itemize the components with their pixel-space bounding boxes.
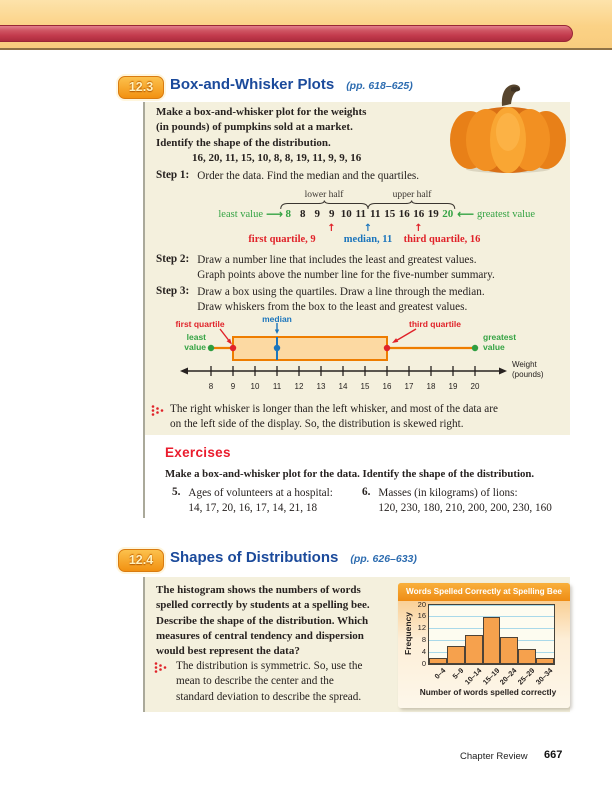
exercise-5-data: 14, 17, 20, 16, 17, 14, 21, 18 <box>188 502 318 515</box>
boxplot-shape: 12 <box>294 382 304 391</box>
median-callout: median <box>262 314 292 324</box>
histogram-bar <box>465 635 483 665</box>
histogram-x-axis-label: Number of words spelled correctly <box>419 687 557 697</box>
y-tick-label: 4 <box>421 646 426 656</box>
ordered-value: 10 <box>340 208 352 220</box>
lower-half-label: lower half <box>304 190 344 200</box>
boxplot-shape: 14 <box>338 382 348 391</box>
section-12-3-title: Box-and-Whisker Plots <box>170 76 335 93</box>
boxplot-point <box>384 345 390 351</box>
histogram-card <box>398 583 570 708</box>
problem-line: Describe the shape of the distribution. Which <box>156 614 369 627</box>
problem-line: Identify the shape of the distribution. <box>156 136 331 149</box>
conclusion-note <box>170 402 498 433</box>
conclusion-line: on the left side of the display. So, the distribution is skewed right. <box>170 418 464 431</box>
ordered-value: 19 <box>427 208 439 220</box>
exercise-6-data: 120, 230, 180, 210, 200, 200, 230, 160 <box>378 502 552 515</box>
x-category-label: 15–19 <box>480 666 501 687</box>
x-category-label: 20–24 <box>498 666 519 687</box>
boxplot-point <box>274 345 280 351</box>
data-set-line: 16, 20, 11, 15, 10, 8, 8, 19, 11, 9, 9, 16 <box>192 152 362 164</box>
histogram-bar <box>483 617 501 664</box>
boxplot-shape: 17 <box>404 382 414 391</box>
step-3-line: Draw a box using the quartiles. Draw a line through the median. <box>197 286 485 298</box>
step-2-line: Draw a number line that includes the least and greatest values. <box>197 254 477 266</box>
boxplot-point <box>208 345 214 351</box>
boxplot-shape: 18 <box>426 382 436 391</box>
problem-line: measures of central tendency and dispersion <box>156 629 364 642</box>
problem-statement-12-4 <box>156 583 370 659</box>
ordered-value: 16 <box>413 208 425 220</box>
boxplot-shape: 20 <box>470 382 480 391</box>
answer-line: mean to describe the center and the <box>176 675 334 688</box>
histogram-bar <box>429 658 447 664</box>
problem-statement-12-3 <box>156 105 366 151</box>
section-12-3-header <box>170 76 413 93</box>
greatest-callout-line: greatest <box>483 332 517 342</box>
step-2-label: Step 2: <box>156 253 190 265</box>
step-2-line: Graph points above the number line for the five-number summary. <box>197 269 495 282</box>
histogram-plot-area <box>428 604 555 665</box>
answer-dots-icon <box>151 404 164 417</box>
axis-title-line: (pounds) <box>512 370 544 379</box>
answer-line: The distribution is symmetric. So, use the <box>176 660 363 672</box>
problem-line: Make a box-and-whisker plot for the weights <box>156 106 367 118</box>
section-12-4-header <box>170 549 417 566</box>
histogram-bar <box>500 637 518 664</box>
exercise-6-text: Masses (in kilograms) of lions: <box>378 487 518 499</box>
x-category-label: 0–4 <box>432 666 448 681</box>
step-1-label: Step 1: <box>156 169 190 181</box>
axis-title <box>512 360 544 380</box>
problem-line: would best represent the data? <box>156 645 300 658</box>
ordered-value: 8 <box>285 208 291 220</box>
step-3 <box>156 285 485 316</box>
exercise-6 <box>362 486 552 517</box>
top-decorative-band <box>0 0 612 50</box>
least-value-callout <box>144 332 206 352</box>
median-arrow-icon: ↑ <box>363 223 373 234</box>
right-arrow-icon: ⟶ <box>266 207 284 221</box>
problem-line: The histogram shows the numbers of words <box>156 584 361 596</box>
boxplot-point <box>472 345 478 351</box>
first-quartile-callout: first quartile <box>175 319 225 329</box>
y-tick-label: 8 <box>421 634 426 644</box>
step-2 <box>156 253 495 284</box>
ordered-value: 20 <box>442 208 454 220</box>
step-1-text: Order the data. Find the median and the quartiles. <box>197 170 420 182</box>
histogram-bar <box>536 658 554 664</box>
boxplot-shape: 16 <box>382 382 392 391</box>
first-quartile-value-label: first quartile, 9 <box>248 234 316 245</box>
boxplot-shape: 15 <box>360 382 370 391</box>
boxplot-shape: 8 <box>208 382 214 391</box>
boxplot-shape: 10 <box>250 382 260 391</box>
greatest-value-callout <box>483 332 516 352</box>
pumpkin-image <box>448 82 568 174</box>
ordered-value: 9 <box>329 208 335 220</box>
section-badge-12-4: 12.4 <box>118 549 164 572</box>
median-value-label: median, 11 <box>343 234 393 245</box>
box-and-whisker-diagram <box>144 316 574 398</box>
histogram-bar <box>518 649 536 664</box>
y-tick-label: 16 <box>417 611 426 621</box>
greatest-value-label: greatest value <box>477 209 536 220</box>
third-quartile-arrow-icon: ↑ <box>414 223 423 234</box>
left-arrow-icon: ⟵ <box>457 207 475 221</box>
problem-line: (in pounds) of pumpkins sold at a market. <box>156 121 353 134</box>
step-1 <box>156 169 419 184</box>
step-3-label: Step 3: <box>156 285 190 297</box>
exercise-5 <box>172 486 333 517</box>
boxplot-point <box>230 345 236 351</box>
section-12-4-rule <box>143 577 145 712</box>
least-value-label: least value <box>218 209 263 220</box>
boxplot-shape: 11 <box>272 382 282 391</box>
y-tick-label: 0 <box>421 658 426 668</box>
ordered-value: 11 <box>355 208 366 220</box>
step-3-line: Draw whiskers from the box to the least and greatest values. <box>197 301 468 314</box>
least-callout-line: value <box>184 342 206 352</box>
gridline <box>429 605 554 606</box>
y-tick-label: 20 <box>417 599 426 609</box>
x-category-label: 10–14 <box>462 666 484 687</box>
ordered-value: 15 <box>384 208 396 220</box>
boxplot-shape: 9 <box>230 382 236 391</box>
boxplot-shape: 19 <box>448 382 458 391</box>
conclusion-line: The right whisker is longer than the left whisker, and most of the data are <box>170 403 498 415</box>
section-12-4-title: Shapes of Distributions <box>170 549 339 566</box>
footer-chapter-label: Chapter Review <box>460 751 528 762</box>
boxplot-shape: 13 <box>316 382 326 391</box>
histogram-title: Words Spelled Correctly at Spelling Bee <box>398 583 570 601</box>
section-12-3-page-range: (pp. 618–625) <box>346 80 413 92</box>
exercise-5-text: Ages of volunteers at a hospital: <box>188 487 333 499</box>
axis-title-line: Weight <box>512 360 537 369</box>
exercise-5-number: 5. <box>172 486 181 498</box>
section-12-4-page-range: (pp. 626–633) <box>350 553 417 565</box>
answer-line: standard deviation to describe the spread. <box>176 690 362 703</box>
upper-half-label: upper half <box>392 190 432 200</box>
first-quartile-arrow-icon: ↑ <box>327 223 336 234</box>
exercise-6-number: 6. <box>362 486 371 498</box>
section-badge-12-3: 12.3 <box>118 76 164 99</box>
y-tick-label: 12 <box>417 623 426 633</box>
footer-page-number: 667 <box>544 749 563 761</box>
ordered-value: 11 <box>370 208 381 220</box>
third-quartile-value-label: third quartile, 16 <box>403 234 481 245</box>
ordered-value: 16 <box>398 208 410 220</box>
third-quartile-callout: third quartile <box>409 319 461 329</box>
x-category-label: 25–29 <box>516 666 537 687</box>
least-callout-line: least <box>186 332 206 342</box>
greatest-callout-line: value <box>483 342 505 352</box>
x-category-label: 5–9 <box>450 666 466 681</box>
problem-line: spelled correctly by students at a spelling bee. <box>156 599 370 612</box>
ordered-data-diagram <box>144 188 574 250</box>
boxplot-shape <box>233 337 387 360</box>
exercises-instruction: Make a box-and-whisker plot for the data. Identify the shape of the distribution. <box>165 468 535 480</box>
red-decorative-bar <box>0 25 573 42</box>
ordered-value: 9 <box>314 208 320 220</box>
x-category-label: 30–34 <box>533 666 555 687</box>
answer-note-12-4 <box>176 659 362 705</box>
histogram-bar <box>447 646 465 664</box>
answer-dots-icon <box>154 661 167 674</box>
ordered-value: 8 <box>300 208 306 220</box>
exercises-heading: Exercises <box>165 445 231 460</box>
section-12-3-rule <box>143 102 145 518</box>
histogram-y-axis-label: Frequency <box>403 612 413 655</box>
